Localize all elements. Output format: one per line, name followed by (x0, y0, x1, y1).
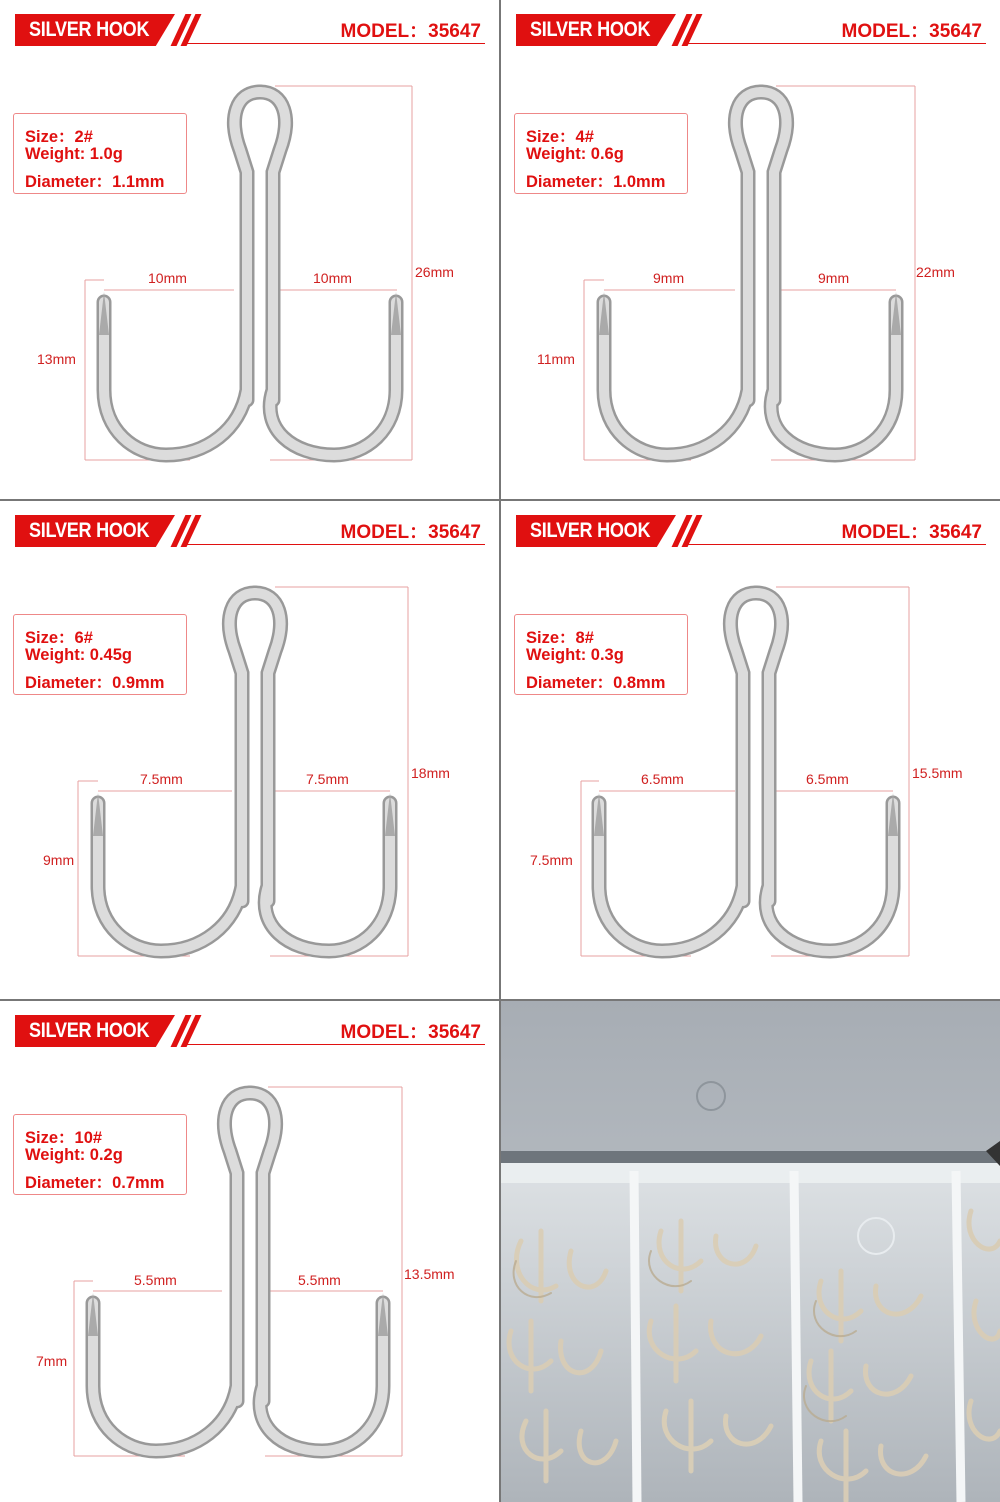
spec-size: Size：4# (526, 128, 594, 146)
treble-hook-diagram (0, 0, 499, 499)
dim-total-length: 13.5mm (404, 1266, 455, 1282)
dim-gap-right: 5.5mm (298, 1272, 341, 1288)
model-number: MODEL：35647 (340, 522, 481, 543)
size-panel-2 (0, 0, 499, 499)
dim-gap-left: 10mm (148, 270, 187, 286)
dim-gap-left: 7.5mm (140, 771, 183, 787)
silver-hook-banner: SILVER HOOK (516, 515, 686, 547)
dim-hook-height: 13mm (37, 351, 76, 367)
dim-gap-right: 6.5mm (806, 771, 849, 787)
spec-weight: Weight: 0.6g (526, 145, 624, 163)
dim-gap-right: 9mm (818, 270, 850, 286)
dim-hook-height: 9mm (43, 852, 75, 868)
dim-hook-height: 7mm (36, 1353, 68, 1369)
dim-hook-height: 11mm (537, 351, 575, 367)
model-number: MODEL：35647 (841, 522, 982, 543)
dim-gap-right: 10mm (313, 270, 352, 286)
spec-weight: Weight: 0.2g (25, 1146, 123, 1164)
spec-diameter: Diameter：1.1mm (25, 173, 165, 191)
size-panel-6 (0, 501, 499, 1000)
spec-diameter: Diameter：0.7mm (25, 1174, 165, 1192)
grid-divider-horizontal (0, 999, 1000, 1001)
silver-hook-banner: SILVER HOOK (15, 14, 185, 46)
tackle-box-photo (501, 1001, 1000, 1502)
size-panel-10 (0, 1001, 499, 1502)
dim-gap-left: 6.5mm (641, 771, 684, 787)
dim-total-length: 18mm (411, 765, 450, 781)
grid-divider-vertical (499, 0, 501, 1502)
treble-hook-diagram (0, 1001, 499, 1502)
spec-diameter: Diameter：0.9mm (25, 674, 165, 692)
dim-gap-left: 9mm (653, 270, 685, 286)
dim-gap-left: 5.5mm (134, 1272, 177, 1288)
spec-weight: Weight: 1.0g (25, 145, 123, 163)
spec-weight: Weight: 0.45g (25, 646, 132, 664)
spec-size: Size：6# (25, 629, 93, 647)
spec-size: Size：10# (25, 1129, 103, 1147)
silver-hook-banner: SILVER HOOK (15, 515, 185, 547)
dim-total-length: 15.5mm (912, 765, 963, 781)
dim-gap-right: 7.5mm (306, 771, 349, 787)
model-number: MODEL：35647 (340, 1022, 481, 1043)
spec-diameter: Diameter：0.8mm (526, 674, 666, 692)
spec-size: Size：8# (526, 629, 594, 647)
spec-size: Size：2# (25, 128, 93, 146)
dim-total-length: 26mm (415, 264, 454, 280)
treble-hook-diagram (0, 501, 499, 1000)
spec-weight: Weight: 0.3g (526, 646, 624, 664)
dim-hook-height: 7.5mm (530, 852, 573, 868)
silver-hook-banner: SILVER HOOK (516, 14, 686, 46)
treble-hook-diagram (501, 501, 1000, 1000)
grid-divider-horizontal (0, 499, 1000, 501)
silver-hook-banner: SILVER HOOK (15, 1015, 185, 1047)
model-number: MODEL：35647 (340, 21, 481, 42)
spec-diameter: Diameter：1.0mm (526, 173, 666, 191)
size-panel-4 (501, 0, 1000, 499)
dim-total-length: 22mm (916, 264, 955, 280)
model-number: MODEL：35647 (841, 21, 982, 42)
size-panel-8 (501, 501, 1000, 1000)
treble-hook-diagram (501, 0, 1000, 499)
